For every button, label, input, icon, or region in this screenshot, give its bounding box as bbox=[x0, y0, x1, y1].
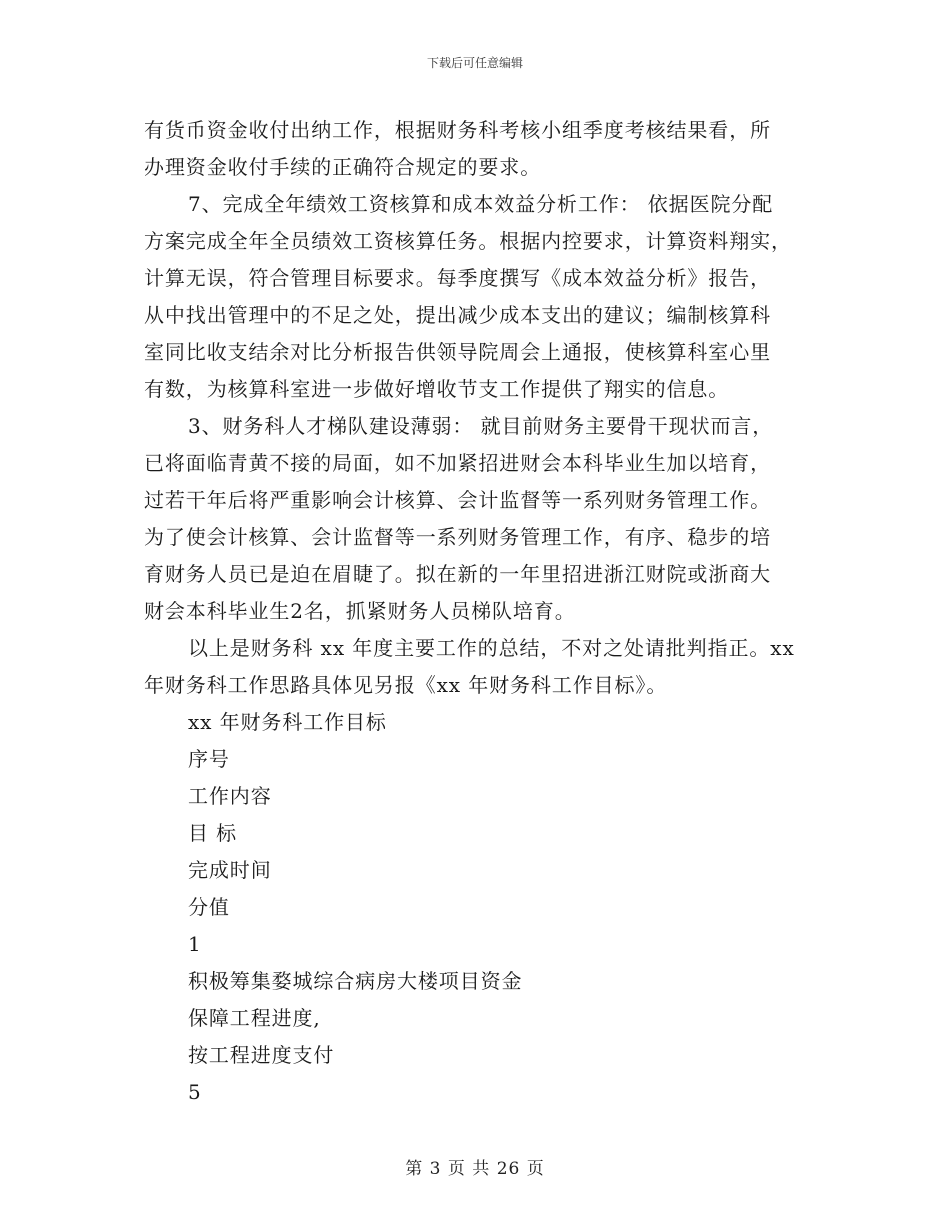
table-cell-target-2: 按工程进度支付 bbox=[188, 1043, 335, 1067]
body-line-14: 财会本科毕业生2名，抓紧财务人员梯队培育。 bbox=[144, 599, 576, 623]
body-line-3: 7、完成全年绩效工资核算和成本效益分析工作： 依据医院分配 bbox=[188, 192, 774, 216]
section-title: xx 年财务科工作目标 bbox=[188, 710, 387, 734]
body-line-13: 育财务人员已是迫在眉睫了。拟在新的一年里招进浙江财院或浙商大 bbox=[144, 562, 771, 586]
table-header-score: 分值 bbox=[188, 895, 230, 919]
document-body bbox=[144, 112, 809, 1111]
table-header-content: 工作内容 bbox=[188, 784, 272, 808]
body-line-15: 以上是财务科 xx 年度主要工作的总结，不对之处请批判指正。xx bbox=[188, 636, 795, 660]
table-cell-number: 1 bbox=[188, 932, 202, 956]
table-header-target: 目 标 bbox=[188, 821, 238, 845]
table-cell-target-1: 保障工程进度, bbox=[188, 1006, 321, 1030]
body-line-11: 过若干年后将严重影响会计核算、会计监督等一系列财务管理工作。 bbox=[144, 488, 771, 512]
page-footer: 第 3 页 共 26 页 bbox=[405, 1159, 545, 1179]
body-line-7: 室同比收支结余对比分析报告供领导院周会上通报，使核算科室心里 bbox=[144, 340, 771, 364]
body-line-4: 方案完成全年全员绩效工资核算任务。根据内控要求，计算资料翔实， bbox=[144, 229, 792, 253]
body-line-16: 年财务科工作思路具体见另报《xx 年财务科工作目标》。 bbox=[144, 673, 668, 697]
page-header: 下载后可任意编辑 bbox=[426, 56, 523, 70]
body-line-9: 3、财务科人才梯队建设薄弱： 就目前财务主要骨干现状而言， bbox=[188, 414, 774, 438]
table-cell-score: 5 bbox=[188, 1080, 202, 1104]
table-header-number: 序号 bbox=[188, 747, 230, 771]
table-header-time: 完成时间 bbox=[188, 858, 272, 882]
body-line-10: 已将面临青黄不接的局面，如不加紧招进财会本科毕业生加以培育， bbox=[144, 451, 771, 475]
body-line-12: 为了使会计核算、会计监督等一系列财务管理工作，有序、稳步的培 bbox=[144, 525, 771, 549]
body-line-1: 有货币资金收付出纳工作，根据财务科考核小组季度考核结果看，所 bbox=[144, 118, 771, 142]
table-cell-content: 积极筹集婺城综合病房大楼项目资金 bbox=[188, 969, 523, 993]
body-line-6: 从中找出管理中的不足之处，提出减少成本支出的建议；编制核算科 bbox=[144, 303, 771, 327]
body-line-8: 有数，为核算科室进一步做好增收节支工作提供了翔实的信息。 bbox=[144, 377, 730, 401]
body-line-2: 办理资金收付手续的正确符合规定的要求。 bbox=[144, 155, 542, 179]
body-line-5: 计算无误，符合管理目标要求。每季度撰写《成本效益分析》报告， bbox=[144, 266, 771, 290]
